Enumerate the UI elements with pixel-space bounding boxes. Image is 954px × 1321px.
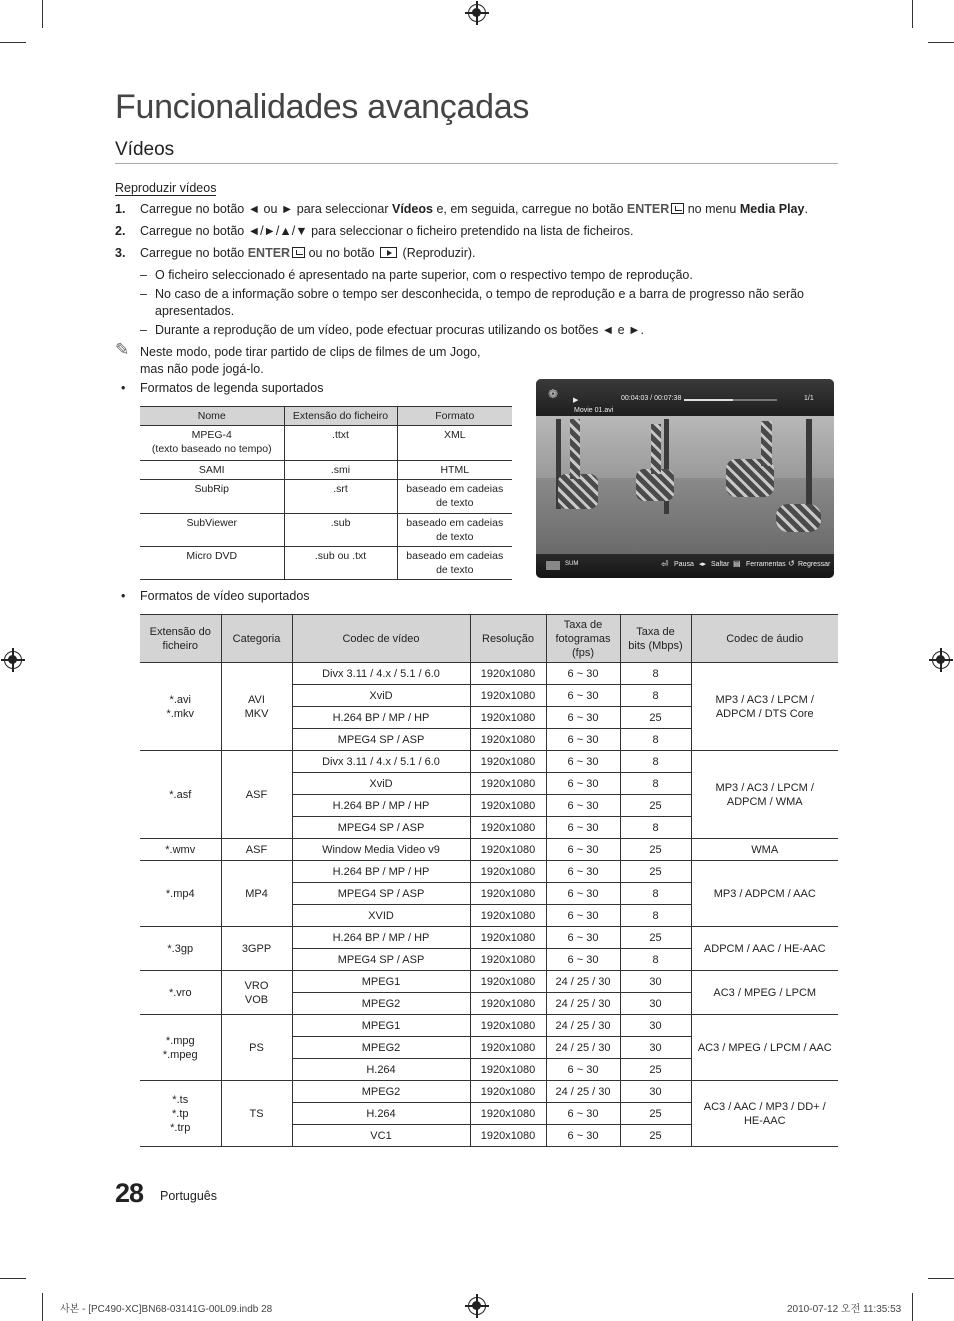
step-3-text: Carregue no botão ENTER ou no botão (Reproduzir).: [140, 246, 476, 260]
note-text: Neste modo, pode tirar partido de clips de filmes de um Jogo,: [140, 345, 481, 359]
category-cell: VRO VOB: [221, 971, 292, 1015]
category-cell: AVI MKV: [221, 663, 292, 751]
framerate-cell: 6 ~ 30: [546, 1103, 620, 1125]
sum-label: SUM: [565, 561, 579, 567]
giraffe-shape: [761, 421, 772, 466]
resolution-cell: 1920x1080: [470, 971, 546, 993]
enter-icon: ⏎: [661, 559, 669, 569]
enter-icon: [671, 203, 684, 214]
audio-codec-cell: AC3 / MPEG / LPCM: [691, 971, 838, 1015]
framerate-cell: 6 ~ 30: [546, 905, 620, 927]
audio-codec-cell: AC3 / AAC / MP3 / DD+ / HE-AAC: [691, 1081, 838, 1147]
tools-label: Ferramentas: [746, 561, 786, 568]
video-codec-cell: MPEG4 SP / ASP: [292, 729, 470, 751]
video-codec-cell: XVID: [292, 905, 470, 927]
table-row: [140, 927, 838, 949]
resolution-cell: 1920x1080: [470, 993, 546, 1015]
play-icon: [380, 247, 397, 258]
crop-mark: [0, 42, 26, 43]
resolution-cell: 1920x1080: [470, 1059, 546, 1081]
registration-mark-icon: [932, 651, 950, 669]
table-row: MPEG-4 (texto baseado no tempo) .ttxt XML: [140, 426, 512, 461]
framerate-cell: 24 / 25 / 30: [546, 1037, 620, 1059]
framerate-cell: 6 ~ 30: [546, 795, 620, 817]
column-header: Categoria: [221, 615, 292, 663]
crop-mark: [928, 1278, 954, 1279]
resolution-cell: 1920x1080: [470, 685, 546, 707]
table-row: SubViewer .sub baseado em cadeias de texto: [140, 514, 512, 547]
time-display: 00:04:03 / 00:07:38: [621, 395, 682, 402]
category-cell: PS: [221, 1015, 292, 1081]
file-extension-cell: *.3gp: [140, 927, 221, 971]
bitrate-cell: 8: [620, 773, 691, 795]
framerate-cell: 6 ~ 30: [546, 949, 620, 971]
left-right-icon: ◂▸: [699, 561, 707, 568]
crop-mark: [912, 0, 913, 28]
framerate-cell: 6 ~ 30: [546, 927, 620, 949]
resolution-cell: 1920x1080: [470, 839, 546, 861]
page-title: Funcionalidades avançadas: [115, 88, 530, 126]
file-extension-cell: *.mp4: [140, 861, 221, 927]
audio-codec-cell: WMA: [691, 839, 838, 861]
video-codec-cell: MPEG2: [292, 1081, 470, 1103]
bitrate-cell: 25: [620, 839, 691, 861]
page-language: Português: [160, 1189, 217, 1203]
bitrate-cell: 8: [620, 905, 691, 927]
resolution-cell: 1920x1080: [470, 729, 546, 751]
step-1-text: Carregue no botão ◄ ou ► para seleccionar Vídeos e, em seguida, carregue no botão ENTER no menu Media Play.: [140, 202, 808, 216]
bitrate-cell: 30: [620, 1015, 691, 1037]
framerate-cell: 24 / 25 / 30: [546, 971, 620, 993]
enter-icon: [292, 247, 305, 258]
framerate-cell: 6 ~ 30: [546, 707, 620, 729]
resolution-cell: 1920x1080: [470, 1015, 546, 1037]
step-1: [115, 201, 125, 218]
column-header: Formato: [397, 407, 512, 426]
table-row: SAMI .smi HTML: [140, 461, 512, 480]
bitrate-cell: 8: [620, 729, 691, 751]
audio-codec-cell: ADPCM / AAC / HE-AAC: [691, 927, 838, 971]
table-row: [140, 751, 838, 773]
crop-mark: [0, 1278, 26, 1279]
column-header: Nome: [140, 407, 284, 426]
resolution-cell: 1920x1080: [470, 663, 546, 685]
step-number: 2.: [115, 224, 126, 238]
resolution-cell: 1920x1080: [470, 883, 546, 905]
giraffe-shape: [570, 419, 580, 479]
note-text: mas não pode jogá-lo.: [140, 362, 264, 376]
skip-label: Saltar: [711, 561, 730, 568]
page-number: 28: [115, 1178, 144, 1208]
video-codec-cell: MPEG1: [292, 971, 470, 993]
bullet-icon: •: [121, 589, 126, 603]
section-title: Vídeos: [115, 139, 175, 160]
framerate-cell: 6 ~ 30: [546, 729, 620, 751]
table-row: [140, 839, 838, 861]
subsection-heading: Reproduzir vídeos: [115, 181, 217, 195]
framerate-cell: 6 ~ 30: [546, 861, 620, 883]
file-extension-cell: *.ts *.tp *.trp: [140, 1081, 221, 1147]
file-extension-cell: *.mpg *.mpeg: [140, 1015, 221, 1081]
media-play-screenshot: [536, 379, 834, 578]
framerate-cell: 6 ~ 30: [546, 883, 620, 905]
subtitle-formats-table: [140, 406, 512, 580]
video-codec-cell: MPEG4 SP / ASP: [292, 949, 470, 971]
player-top-bar: [536, 379, 834, 416]
note-pencil-icon: ✎: [115, 340, 130, 359]
video-codec-cell: MPEG2: [292, 1037, 470, 1059]
bitrate-cell: 25: [620, 927, 691, 949]
progress-fill: [684, 399, 733, 401]
column-header: Codec de vídeo: [292, 615, 470, 663]
file-extension-cell: *.asf: [140, 751, 221, 839]
framerate-cell: 6 ~ 30: [546, 685, 620, 707]
audio-codec-cell: MP3 / AC3 / LPCM / ADPCM / DTS Core: [691, 663, 838, 751]
video-codec-cell: MPEG1: [292, 1015, 470, 1037]
page-indicator: 1/1: [804, 395, 814, 402]
table-row: [140, 1081, 838, 1103]
bitrate-cell: 8: [620, 685, 691, 707]
bitrate-cell: 30: [620, 1037, 691, 1059]
video-codec-cell: Divx 3.11 / 4.x / 5.1 / 6.0: [292, 663, 470, 685]
dash-note: O ficheiro seleccionado é apresentado na parte superior, com o respectivo tempo de reprodução.: [155, 268, 693, 282]
audio-codec-cell: AC3 / MPEG / LPCM / AAC: [691, 1015, 838, 1081]
video-codec-cell: XviD: [292, 773, 470, 795]
bitrate-cell: 30: [620, 971, 691, 993]
bitrate-cell: 25: [620, 707, 691, 729]
video-codec-cell: H.264: [292, 1103, 470, 1125]
column-header: Codec de áudio: [691, 615, 838, 663]
video-codec-cell: H.264: [292, 1059, 470, 1081]
step-2-text: Carregue no botão ◄/►/▲/▼ para seleccionar o ficheiro pretendido na lista de ficheiros.: [140, 224, 634, 238]
resolution-cell: 1920x1080: [470, 861, 546, 883]
resolution-cell: 1920x1080: [470, 795, 546, 817]
bitrate-cell: 30: [620, 1081, 691, 1103]
column-header: Extensão do ficheiro: [140, 615, 221, 663]
resolution-cell: 1920x1080: [470, 905, 546, 927]
resolution-cell: 1920x1080: [470, 707, 546, 729]
progress-bar: [684, 399, 777, 401]
return-icon: ↺: [788, 559, 795, 568]
bitrate-cell: 8: [620, 883, 691, 905]
table-row: [140, 1015, 838, 1037]
resolution-cell: 1920x1080: [470, 773, 546, 795]
resolution-cell: 1920x1080: [470, 817, 546, 839]
video-codec-cell: H.264 BP / MP / HP: [292, 861, 470, 883]
registration-mark-icon: [468, 4, 486, 22]
resolution-cell: 1920x1080: [470, 927, 546, 949]
return-label: Regressar: [798, 561, 831, 568]
column-header: Extensão do ficheiro: [284, 407, 397, 426]
framerate-cell: 6 ~ 30: [546, 1059, 620, 1081]
file-extension-cell: *.wmv: [140, 839, 221, 861]
print-timestamp: 2010-07-12 오전 11:35:53: [787, 1304, 902, 1315]
section-divider: [115, 163, 838, 164]
video-table-body: [140, 663, 838, 1147]
audio-codec-cell: MP3 / ADPCM / AAC: [691, 861, 838, 927]
category-cell: TS: [221, 1081, 292, 1147]
bullet-icon: •: [121, 381, 126, 395]
framerate-cell: 6 ~ 30: [546, 751, 620, 773]
category-cell: ASF: [221, 751, 292, 839]
file-extension-cell: *.vro: [140, 971, 221, 1015]
bullet-subtitle-formats: Formatos de legenda suportados: [140, 381, 324, 395]
pause-label: Pausa: [674, 561, 694, 568]
bitrate-cell: 25: [620, 861, 691, 883]
crop-mark: [928, 42, 954, 43]
file-info: 사본 - [PC490-XC]BN68-03141G-00L09.indb 28: [60, 1304, 273, 1315]
photo-sky: [536, 416, 834, 478]
registration-mark-icon: [468, 1297, 486, 1315]
resolution-cell: 1920x1080: [470, 1037, 546, 1059]
giraffe-shape: [776, 504, 821, 532]
file-extension-cell: *.avi *.mkv: [140, 663, 221, 751]
dash-note-cont: apresentados.: [155, 304, 235, 318]
bitrate-cell: 25: [620, 1059, 691, 1081]
registration-mark-icon: [4, 651, 22, 669]
tools-icon: ▤: [733, 559, 741, 568]
video-codec-cell: Window Media Video v9: [292, 839, 470, 861]
step-number: 1.: [115, 202, 126, 216]
film-reel-icon: ❁: [548, 387, 559, 401]
column-header: Taxa de bits (Mbps): [620, 615, 691, 663]
sum-icon: [546, 561, 560, 570]
video-codec-cell: XviD: [292, 685, 470, 707]
dash-note: No caso de a informação sobre o tempo ser desconhecida, o tempo de reprodução e a barra de progresso não serão: [155, 287, 805, 301]
column-header: Taxa de fotogramas (fps): [546, 615, 620, 663]
framerate-cell: 6 ~ 30: [546, 773, 620, 795]
table-row: [140, 861, 838, 883]
framerate-cell: 24 / 25 / 30: [546, 1081, 620, 1103]
framerate-cell: 6 ~ 30: [546, 1125, 620, 1147]
framerate-cell: 6 ~ 30: [546, 663, 620, 685]
dash-note: Durante a reprodução de um vídeo, pode efectuar procuras utilizando os botões ◄ e ►.: [155, 323, 644, 337]
crop-mark: [912, 1293, 913, 1321]
file-name: Movie 01.avi: [574, 407, 614, 414]
category-cell: ASF: [221, 839, 292, 861]
resolution-cell: 1920x1080: [470, 1125, 546, 1147]
video-codec-cell: MPEG2: [292, 993, 470, 1015]
video-codec-cell: H.264 BP / MP / HP: [292, 707, 470, 729]
category-cell: MP4: [221, 861, 292, 927]
crop-mark: [42, 1293, 43, 1321]
video-codec-cell: MPEG4 SP / ASP: [292, 883, 470, 905]
video-codec-cell: MPEG4 SP / ASP: [292, 817, 470, 839]
bullet-video-formats: Formatos de vídeo suportados: [140, 589, 310, 603]
resolution-cell: 1920x1080: [470, 751, 546, 773]
audio-codec-cell: MP3 / AC3 / LPCM / ADPCM / WMA: [691, 751, 838, 839]
table-row: [140, 971, 838, 993]
framerate-cell: 24 / 25 / 30: [546, 1015, 620, 1037]
bitrate-cell: 25: [620, 795, 691, 817]
video-codec-cell: Divx 3.11 / 4.x / 5.1 / 6.0: [292, 751, 470, 773]
framerate-cell: 6 ~ 30: [546, 839, 620, 861]
giraffe-shape: [651, 424, 661, 474]
giraffe-shape: [558, 474, 598, 509]
resolution-cell: 1920x1080: [470, 1081, 546, 1103]
video-codec-cell: VC1: [292, 1125, 470, 1147]
resolution-cell: 1920x1080: [470, 1103, 546, 1125]
bitrate-cell: 8: [620, 663, 691, 685]
bitrate-cell: 8: [620, 751, 691, 773]
table-row: Micro DVD .sub ou .txt baseado em cadeias de texto: [140, 547, 512, 580]
bitrate-cell: 30: [620, 993, 691, 1015]
step-number: 3.: [115, 246, 126, 260]
bitrate-cell: 8: [620, 817, 691, 839]
bitrate-cell: 8: [620, 949, 691, 971]
bitrate-cell: 25: [620, 1103, 691, 1125]
table-row: [140, 663, 838, 685]
video-codec-cell: H.264 BP / MP / HP: [292, 927, 470, 949]
framerate-cell: 6 ~ 30: [546, 817, 620, 839]
framerate-cell: 24 / 25 / 30: [546, 993, 620, 1015]
column-header: Resolução: [470, 615, 546, 663]
video-formats-table: [140, 614, 838, 1147]
resolution-cell: 1920x1080: [470, 949, 546, 971]
category-cell: 3GPP: [221, 927, 292, 971]
video-codec-cell: H.264 BP / MP / HP: [292, 795, 470, 817]
crop-mark: [42, 0, 43, 28]
player-bottom-bar: [536, 554, 834, 578]
table-row: SubRip .srt baseado em cadeias de texto: [140, 480, 512, 514]
bitrate-cell: 25: [620, 1125, 691, 1147]
play-state-icon: ▶: [573, 397, 579, 404]
